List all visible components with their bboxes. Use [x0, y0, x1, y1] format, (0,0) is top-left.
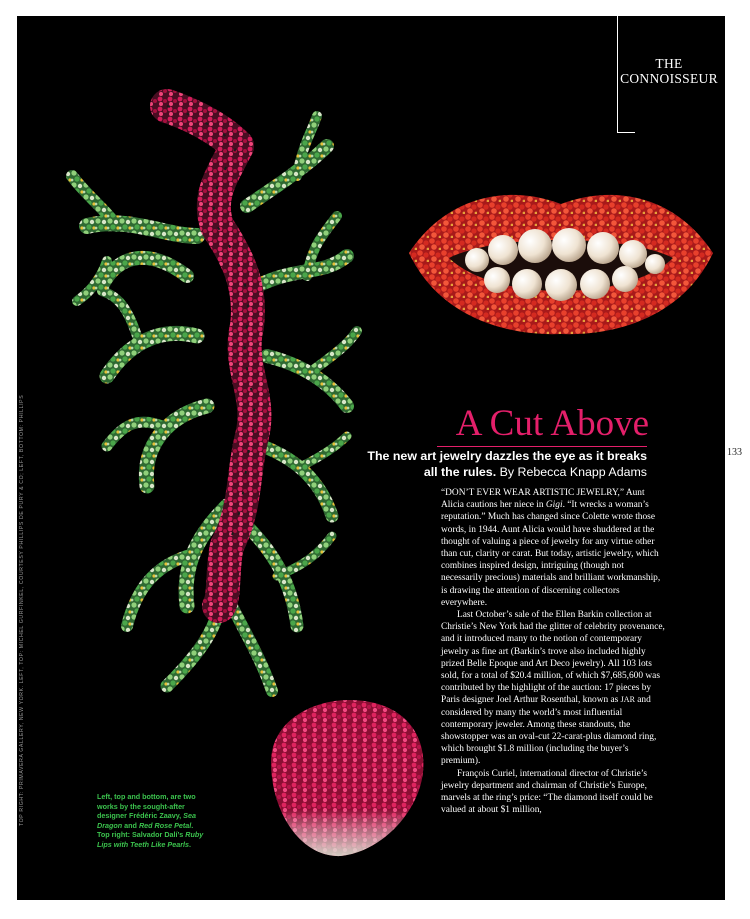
red-rose-petal-photo [261, 692, 431, 862]
magazine-page [17, 16, 725, 900]
section-label-line2: CONNOISSEUR [620, 71, 718, 86]
body-lead-in: “DON’T EVER WEAR ARTISTIC JEWELRY,” [441, 488, 625, 498]
photo-credit [19, 394, 31, 826]
article-body [441, 487, 667, 816]
caption-segment: . [189, 839, 191, 849]
headline: A Cut Above [455, 403, 649, 444]
body-paragraph-1 [441, 487, 667, 609]
caption-title-sea-dragon: Sea Dragon [97, 811, 196, 830]
body-text-segment: Aunt Alicia cautions her niece in [441, 488, 645, 511]
section-label-line1: THE [655, 56, 683, 71]
page-number: 133 [727, 447, 742, 458]
jar-name: JAR [620, 695, 635, 705]
caption-segment: and [122, 820, 139, 830]
photo-caption [97, 792, 207, 850]
body-text-segment: and considered by many the world’s most influential contemporary jeweler. Among these standouts, the showstopper was an oval-cut 22-carat-plus diamond ring, which brought $1.8 million (including the buyer’s premium). [441, 695, 657, 767]
deck [351, 448, 647, 480]
body-paragraph-3: François Curiel, international director of Christie’s jewelry department and chairman of Christie’s Europe, marvels at the ring’s price: “The diamond itself could be valued at about $1 million, [441, 768, 653, 816]
film-title: Gigi [545, 500, 563, 511]
caption-title-red-rose-petal: Red Rose Petal [138, 820, 192, 830]
body-text-segment: Last October’s sale of the Ellen Barkin collection at Christie’s New York had the glitter of celebrity provenance, and it introduced many to the notion of contemporary jewelry as fine art (Barkin’s trove also included highly prized Belle Epoque and Art Deco jewelry). All 103 lots sold, for a total of $20.4 million, of which $7,685,600 was contributed by the highlight of the auction: 17 pieces by Paris designer Joel Arthur Rosenthal, known as [441, 610, 665, 706]
photo-credit-text: TOP RIGHT: PRIMAVERA GALLERY, NEW YORK. LEFT, TOP: MICHEL GURFINKEL, COURTESY PHILLIPS DE PURY & CO; LEFT, BOTTOM: PHILLIPS [19, 394, 25, 826]
deck-text: The new art jewelry dazzles the eye as it breaks all the rules. [367, 449, 647, 479]
sea-dragon-photo [47, 86, 367, 706]
headline-underline [437, 446, 647, 447]
caption-segment: Left, top and bottom, are two works by the sought-after designer Frédéric Zaavy, [97, 792, 196, 821]
body-paragraph-2 [441, 609, 667, 768]
ruby-lips-photo [405, 178, 717, 338]
body-text-segment: . “It wrecks a woman’s reputation.” Much has changed since Colette wrote those words, in 1944. Aunt Alicia would have shuddered at the thought of valuing a piece of jewelry for any virtue other than cut, clarity or carat. But today, artistic jewelry, which combines inspired design, intriguing (though not necessarily precious) materials and brilliant workmanship, is drawing the attention of discerning collectors everywhere. [441, 500, 661, 608]
caption-title-ruby-lips: Ruby Lips with Teeth Like Pearls [97, 830, 204, 849]
section-label [613, 56, 725, 86]
caption-segment: . Top right: Salvador Dalí’s [97, 820, 194, 840]
section-rule-horizontal [617, 132, 635, 133]
byline: By Rebecca Knapp Adams [499, 465, 647, 479]
